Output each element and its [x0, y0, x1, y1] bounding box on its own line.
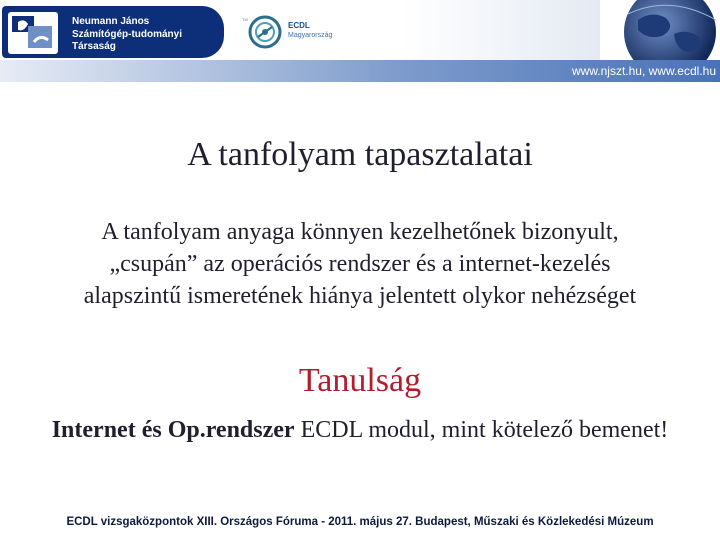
slide-title: A tanfolyam tapasztalatai	[187, 136, 533, 173]
slide-subtitle: Tanulság	[298, 362, 422, 399]
ecdl-globe-icon	[248, 15, 282, 49]
ecdl-logo-name: ECDL	[288, 21, 310, 30]
website-url: www.njszt.hu, www.ecdl.hu	[571, 64, 716, 78]
njszt-logo-line3: Társaság	[72, 41, 116, 52]
njszt-emblem-icon	[8, 12, 58, 54]
url-banner	[0, 60, 720, 82]
lesson-rest-text: ECDL modul, mint kötelező bemenet!	[294, 417, 669, 443]
njszt-logo	[2, 6, 224, 58]
ecdl-logo	[242, 15, 388, 51]
slide-header	[0, 0, 720, 82]
ecdl-logo-country: Magyarország	[288, 32, 333, 39]
lesson-bold-text: Internet és Op.rendszer	[51, 417, 295, 443]
njszt-logo-line1: Neumann János	[72, 16, 150, 27]
trademark-mark: TM	[242, 17, 248, 22]
slide-footer: ECDL vizsgaközpontok XIII. Országos Fóruma - 2011. május 27. Budapest, Műszaki és Közlekedési Múzeum	[66, 516, 654, 528]
header-fade	[400, 0, 600, 60]
njszt-logo-line2: Számítógép-tudományi	[72, 28, 183, 40]
lesson-text	[20, 414, 700, 446]
slide-body-text: A tanfolyam anyaga könnyen kezelhetőnek bizonyult, „csupán” az operációs rendszer és a internet-kezelés alapszintű ismeretének hiánya jelentett olykor nehézséget	[83, 219, 637, 309]
globe-icon	[588, 0, 720, 62]
